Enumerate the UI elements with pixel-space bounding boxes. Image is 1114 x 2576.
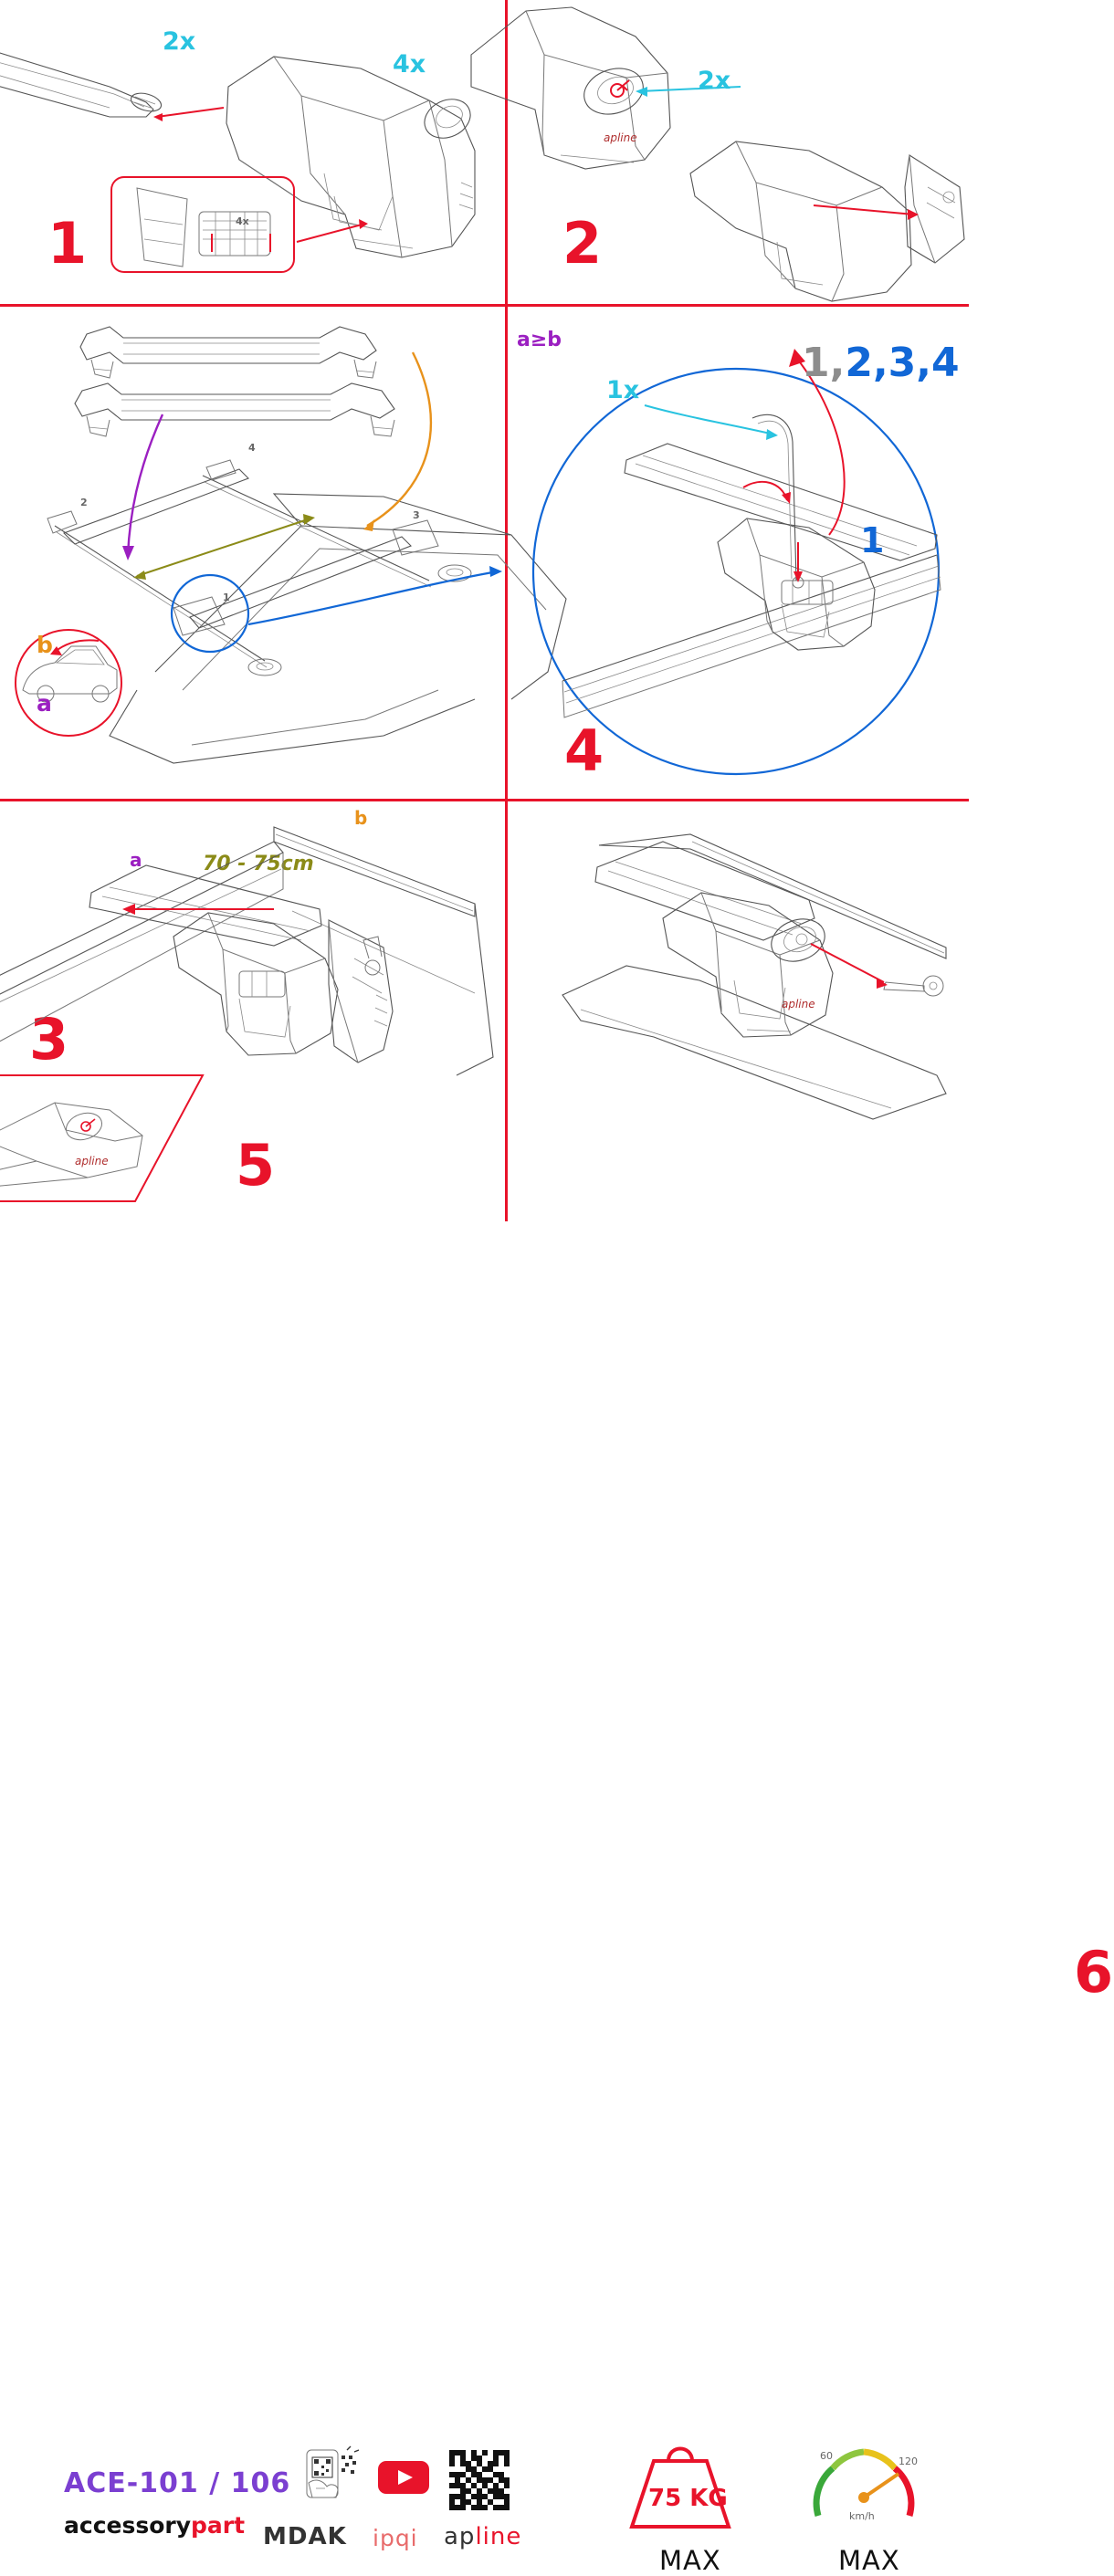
product-code: ACE-101 / 106 [64, 2467, 291, 2499]
brand-prefix: accessory [64, 2512, 192, 2539]
brand-logo [64, 2512, 245, 2539]
svg-text:km/h: km/h [849, 2510, 875, 2522]
max-speed-label: MAX [838, 2545, 900, 2576]
max-load-value: 75 KG [648, 2485, 728, 2512]
step-4-number: 4 [564, 717, 605, 784]
svg-text:120: 120 [899, 2456, 918, 2467]
step-4-turn-label: 1 [860, 520, 885, 560]
partner-name-ipqi: ipqi [373, 2525, 418, 2551]
svg-text:2: 2 [80, 497, 88, 508]
brand-suffix: part [191, 2512, 246, 2539]
step-1-quantity-foot: 4x [393, 50, 426, 79]
svg-text:1: 1 [223, 592, 230, 603]
step-5-panel [0, 801, 505, 1221]
footer [0, 1223, 969, 2576]
step-6-illustration [508, 801, 969, 1221]
step-1-number: 1 [47, 210, 89, 277]
svg-text:4: 4 [248, 442, 256, 454]
step-3-distance: 70 - 75cm [203, 853, 314, 875]
step-6-panel [508, 801, 1114, 2005]
step-2-number: 2 [562, 210, 604, 277]
step-3-label-pos-a: a [130, 849, 142, 871]
svg-text:3: 3 [413, 509, 420, 521]
step-3-rule-text: a≥b [517, 329, 562, 351]
step-4-panel [508, 307, 969, 799]
qr-hand-icon [292, 2446, 363, 2508]
step-3-number: 3 [29, 1006, 70, 1073]
step-3-illustration [0, 307, 505, 799]
step-5-number: 5 [236, 1132, 277, 1199]
step-6-number: 6 [1074, 1939, 1114, 2005]
step-3-label-b: b [37, 632, 53, 658]
step-4-order [802, 340, 960, 386]
step-2-panel [508, 0, 969, 304]
step-4-order-rest: 2,3,4 [845, 340, 960, 386]
svg-text:apline: apline [604, 131, 637, 144]
youtube-icon [376, 2457, 431, 2497]
svg-text:apline: apline [782, 998, 815, 1011]
max-speed-gauge-icon [804, 2428, 922, 2538]
partner-name-mdak: MDAK [263, 2523, 347, 2550]
step-1-quantity-bar: 2x [163, 27, 196, 56]
step-3-panel [0, 307, 505, 1073]
svg-text:60: 60 [820, 2450, 833, 2462]
step-3-label-a: a [37, 690, 52, 717]
step-4-quantity: 1x [606, 376, 640, 404]
partner-name-apline: apline [444, 2523, 522, 2550]
step-1-panel [0, 0, 505, 304]
svg-text:4x: 4x [236, 215, 249, 227]
max-load-label: MAX [659, 2545, 721, 2576]
step-4-order-first: 1, [802, 340, 846, 386]
qr-code-icon [449, 2450, 510, 2510]
svg-text:apline: apline [75, 1155, 109, 1168]
step-2-quantity: 2x [698, 67, 731, 95]
step-3-label-pos-b: b [354, 807, 368, 829]
